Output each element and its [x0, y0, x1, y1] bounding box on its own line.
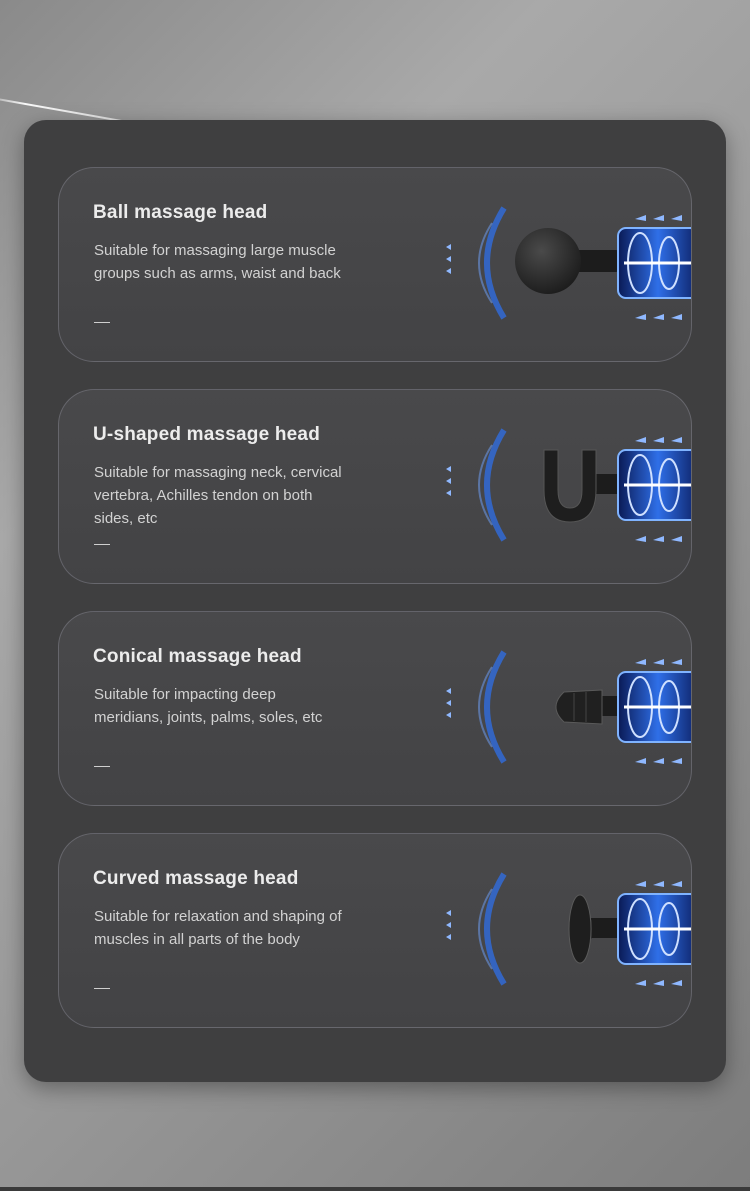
- vibration-waves-icon: [479, 430, 504, 540]
- card-u-shaped-head: [58, 389, 692, 584]
- motor-cylinder-icon: [618, 437, 692, 542]
- massage-gun-illustration: [374, 390, 692, 584]
- card-curved-head: [58, 833, 692, 1028]
- curved-head-icon: [569, 895, 622, 963]
- motor-cylinder-icon: [618, 215, 692, 320]
- vibration-waves-icon: [479, 208, 504, 318]
- massage-gun-illustration: [374, 834, 692, 1028]
- card-divider: [94, 988, 110, 989]
- card-conical-head: [58, 611, 692, 806]
- bottom-strip: [0, 1187, 750, 1191]
- card-description: Suitable for impacting deep meridians, joints, palms, soles, etc: [94, 686, 323, 726]
- card-title: Ball massage head: [93, 202, 268, 223]
- ball-head-icon: [515, 228, 620, 294]
- u-shaped-head-icon: [544, 450, 622, 522]
- card-divider: [94, 544, 110, 545]
- card-title: Curved massage head: [93, 868, 299, 889]
- vibration-arrows-icon: [446, 910, 451, 940]
- card-title: U-shaped massage head: [93, 424, 321, 445]
- card-description: Suitable for relaxation and shaping of muscles in all parts of the body: [94, 908, 342, 948]
- massage-heads-panel: [24, 120, 726, 1082]
- vibration-arrows-icon: [446, 244, 451, 274]
- vibration-waves-icon: [479, 874, 504, 984]
- vibration-arrows-icon: [446, 466, 451, 496]
- card-title: Conical massage head: [93, 646, 302, 667]
- card-ball-head: [58, 167, 692, 362]
- massage-gun-illustration: [374, 612, 692, 806]
- card-divider: [94, 766, 110, 767]
- conical-head-icon: [556, 690, 622, 724]
- card-divider: [94, 322, 110, 323]
- motor-cylinder-icon: [618, 659, 692, 764]
- motor-cylinder-icon: [618, 881, 692, 986]
- massage-gun-illustration: [374, 168, 692, 362]
- vibration-waves-icon: [479, 652, 504, 762]
- card-description: Suitable for massaging large muscle groups such as arms, waist and back: [94, 242, 341, 282]
- card-description: Suitable for massaging neck, cervical vertebra, Achilles tendon on both sides, etc: [94, 464, 342, 527]
- vibration-arrows-icon: [446, 688, 451, 718]
